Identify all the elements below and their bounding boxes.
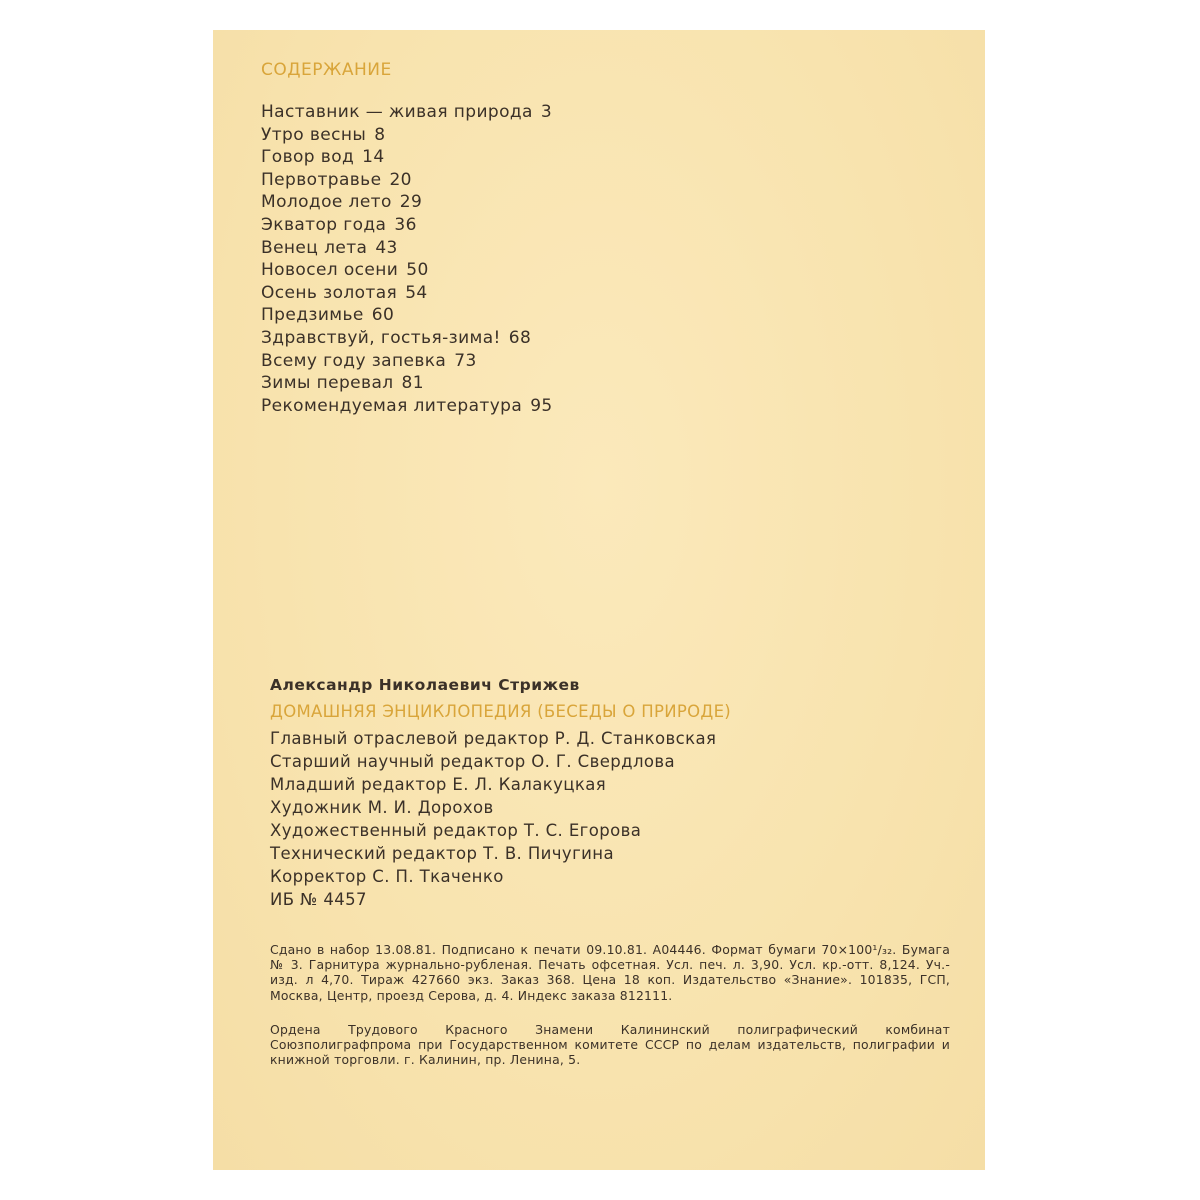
toc-item-title: Говор вод	[261, 147, 355, 168]
credit-line: Художник М. И. Дорохов	[270, 798, 494, 817]
toc-item	[261, 124, 553, 147]
book-title: ДОМАШНЯЯ ЭНЦИКЛОПЕДИЯ (БЕСЕДЫ О ПРИРОДЕ)	[270, 702, 732, 721]
publisher-number: ИБ № 4457	[270, 890, 367, 909]
toc-item	[261, 101, 553, 124]
toc-item-page: 3	[540, 102, 553, 122]
toc-item	[261, 304, 553, 327]
colophon-text: Сдано в набор 13.08.81. Подписано к печати 09.10.81. А04446. Формат бумаги 70×100¹/₃₂. Бумага № 3. Гарнитура журнально-рубленая. Печать офсетная. Усл. печ. л. 3,90. Усл. кр.-отт. 8,124. Уч.-изд. л 4,70. Тираж 427660 экз. Заказ 368. Цена 18 коп. Издательство «Знание». 101835, ГСП, Москва, Центр, проезд Серова, д. 4. Индекс заказа 812111.	[270, 942, 950, 1003]
toc-item-page: 68	[508, 327, 532, 348]
toc-item-title: Экватор года	[261, 214, 387, 235]
toc-item-page: 50	[406, 260, 429, 281]
book-page	[213, 30, 985, 1170]
toc-item-title: Осень золотая	[261, 282, 398, 303]
toc-item-page: 60	[371, 305, 395, 326]
toc-item-title: Венец лета	[261, 237, 368, 258]
credit-line: Художественный редактор Т. С. Егорова	[270, 821, 642, 840]
toc-item-title: Всему году запевка	[261, 350, 447, 371]
toc-item-title: Здравствуй, гостья-зима!	[261, 327, 501, 348]
toc-item	[261, 395, 553, 418]
toc-item-page: 36	[394, 214, 417, 235]
toc-item-page: 14	[362, 147, 385, 168]
toc-item-title: Рекомендуемая литература	[261, 395, 523, 416]
toc-item-page: 43	[375, 237, 398, 258]
toc-list	[261, 101, 553, 417]
toc-item-title: Наставник — живая природа	[261, 102, 533, 122]
credit-line: Главный отраслевой редактор Р. Д. Станковская	[270, 729, 717, 748]
toc-item	[261, 350, 553, 373]
toc-item-title: Предзимье	[261, 305, 364, 326]
printer-text: Ордена Трудового Красного Знамени Калининский полиграфический комбинат Союзполиграфпрома при Государственном комитете СССР по делам издательств, полиграфии и книжной торговли. г. Калинин, пр. Ленина, 5.	[270, 1022, 950, 1068]
toc-item	[261, 372, 553, 395]
toc-item	[261, 214, 553, 237]
author-name: Александр Николаевич Стрижев	[270, 676, 580, 694]
toc-item-title: Зимы перевал	[261, 373, 394, 394]
toc-item-page: 81	[401, 373, 424, 394]
credits-list	[270, 727, 960, 911]
toc-item-title: Утро весны	[261, 124, 367, 145]
toc-item-title: Молодое лето	[261, 192, 392, 213]
toc-item	[261, 282, 553, 305]
toc-item-page: 95	[530, 395, 553, 416]
toc-item-title: Новосел осени	[261, 260, 399, 281]
toc-item-page: 54	[405, 282, 428, 303]
toc-item-title: Первотравье	[261, 169, 382, 190]
toc-item-page: 29	[399, 192, 423, 213]
toc-item-page: 8	[374, 124, 386, 145]
toc-item	[261, 169, 553, 192]
credit-line: Технический редактор Т. В. Пичугина	[270, 844, 614, 863]
credit-line: Младший редактор Е. Л. Калакуцкая	[270, 775, 607, 794]
credit-line: Корректор С. П. Ткаченко	[270, 867, 504, 886]
credit-line: Старший научный редактор О. Г. Свердлова	[270, 752, 676, 771]
toc-heading: СОДЕРЖАНИЕ	[261, 60, 392, 80]
toc-item	[261, 259, 553, 282]
toc-item-page: 73	[454, 350, 477, 371]
imprint-block	[270, 676, 960, 911]
toc-item	[261, 146, 553, 169]
toc-item-page: 20	[389, 169, 412, 190]
toc-item	[261, 237, 553, 260]
toc-item	[261, 191, 553, 214]
toc-item	[261, 327, 553, 350]
